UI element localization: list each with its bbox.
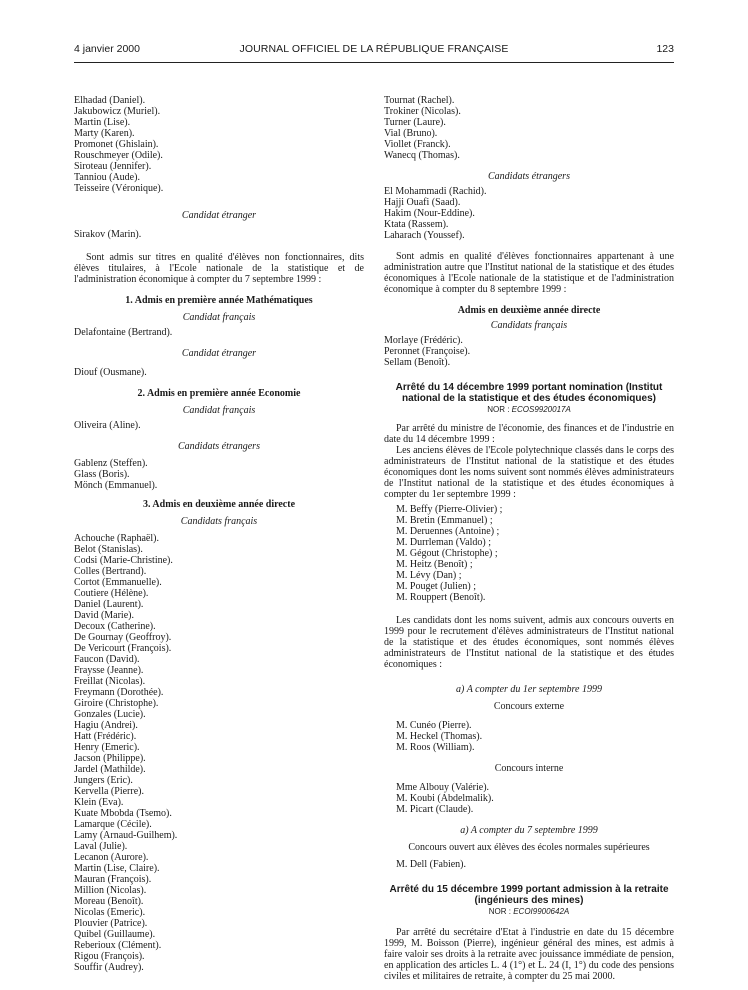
name-entry: Glass (Boris). [74,469,130,480]
name-entry: Lamy (Arnaud-Guilhem). [74,830,178,841]
name-entry: Hakim (Nour-Eddine). [384,208,475,219]
name-entry: Mönch (Emmanuel). [74,480,158,491]
name-entry: M. Picart (Claude). [396,804,474,815]
section-heading: 3. Admis en deuxième année directe [142,499,296,510]
name-list [74,229,364,240]
header-title: JOURNAL OFFICIEL DE LA RÉPUBLIQUE FRANÇAISE [239,43,509,55]
right-column [384,95,674,982]
left-column [74,95,364,973]
name-entry: Reberioux (Clément). [74,940,162,951]
name-entry: Mauran (François). [74,874,152,885]
date-heading: a) A compter du 1er septembre 1999 [456,684,602,695]
name-entry: Laval (Julie). [74,841,128,852]
name-entry: Giroire (Christophe). [74,698,159,709]
name-entry: Cortot (Emmanuelle). [74,577,162,588]
name-entry: M. Heckel (Thomas). [396,731,483,742]
subheading: Concours ouvert aux élèves des écoles normales supérieures [408,842,650,853]
name-entry: Wanecq (Thomas). [384,150,460,161]
subheading: Candidats français [180,516,258,527]
name-entry: M. Durrleman (Valdo) ; [396,537,491,548]
arrete-title: Arrêté du 15 décembre 1999 portant admission à la retraite (ingénieurs des mines) [389,884,669,906]
arrete-title: Arrêté du 14 décembre 1999 portant nomination (Institut national de la statistique et des études économiques) [395,382,663,404]
nor-reference: NOR : ECOS9920017A [487,405,571,414]
name-entry: Belot (Stanislas). [74,544,143,555]
name-list [74,533,364,973]
header-date: 4 janvier 2000 [74,43,140,55]
name-list [384,720,674,753]
name-entry: Martin (Lise). [74,117,131,128]
name-entry: Vial (Bruno). [384,128,438,139]
name-entry: M. Gégout (Christophe) ; [396,548,498,559]
subheading: Candidats français [490,320,568,331]
name-list [74,95,364,194]
subheading: Candidats étrangers [178,441,260,452]
name-entry: M. Rouppert (Benoît). [396,592,486,603]
name-entry: Teisseire (Véronique). [74,183,164,194]
name-entry: Freillat (Nicolas). [74,676,146,687]
subheading: Candidat étranger [181,210,257,221]
name-entry: Sellam (Benoît). [384,357,451,368]
name-entry: Martin (Lise, Claire). [74,863,160,874]
name-entry: Elhadad (Daniel). [74,95,146,106]
name-entry: Rouschmeyer (Odile). [74,150,163,161]
name-entry: Tournat (Rachel). [384,95,455,106]
name-entry: Daniel (Laurent). [74,599,144,610]
name-entry: El Mohammadi (Rachid). [384,186,487,197]
page-header [74,43,674,57]
name-entry: Turner (Laure). [384,117,446,128]
section-heading: Admis en deuxième année directe [457,305,601,316]
name-list [384,782,674,815]
name-list [74,420,364,431]
name-entry: M. Beffy (Pierre-Olivier) ; [396,504,503,515]
subheading: Candidats étrangers [488,171,570,182]
name-entry: De Vericourt (François). [74,643,172,654]
name-entry: De Gournay (Geoffroy). [74,632,172,643]
name-entry: Freymann (Dorothée). [74,687,164,698]
name-entry: Jungers (Eric). [74,775,133,786]
name-entry: M. Cunéo (Pierre). [396,720,472,731]
name-entry: Jacson (Philippe). [74,753,146,764]
name-entry: M. Pouget (Julien) ; [396,581,476,592]
date-heading: a) A compter du 7 septembre 1999 [460,825,598,836]
name-entry: Jakubowicz (Muriel). [74,106,161,117]
name-entry: Quibel (Guillaume). [74,929,156,940]
name-entry: Peronnet (Françoise). [384,346,471,357]
name-entry: Oliveira (Aline). [74,420,141,431]
paragraph: Par arrêté du ministre de l'économie, des finances et de l'industrie en date du 14 décembre 1999 : [384,423,674,445]
name-entry: M. Roos (William). [396,742,475,753]
subheading: Candidat français [182,312,256,323]
name-entry: Sirakov (Marin). [74,229,142,240]
name-entry: Klein (Eva). [74,797,124,808]
name-entry: Kervella (Pierre). [74,786,144,797]
name-entry: Achouche (Raphaël). [74,533,159,544]
name-entry: Hajji Ouafi (Saad). [384,197,461,208]
name-entry: Jardel (Mathilde). [74,764,146,775]
name-entry: Tanniou (Aude). [74,172,140,183]
name-list [74,458,364,491]
name-entry: Codsi (Marie-Christine). [74,555,173,566]
name-entry: Viollet (Franck). [384,139,451,150]
paragraph: Sont admis sur titres en qualité d'élèves non fonctionnaires, dits élèves titulaires, à l'Ecole nationale de la statistique et de l'administration économique à compter du 7 septembre 1999 : [74,252,364,285]
name-entry: Coutiere (Hélène). [74,588,149,599]
name-entry: M. Deruennes (Antoine) ; [396,526,500,537]
name-list [74,327,364,338]
paragraph: Sont admis en qualité d'élèves fonctionnaires appartenant à une administration autre que l'Institut national de la statistique et des études économiques à l'Ecole nationale de la statistique et de l'administration économique à compter du 8 septembre 1999 : [384,251,674,295]
name-entry: Gablenz (Steffen). [74,458,148,469]
name-entry: Nicolas (Emeric). [74,907,146,918]
name-entry: Promonet (Ghislain). [74,139,159,150]
header-rule [74,62,674,63]
subheading: Candidat français [182,405,256,416]
name-entry: Gonzales (Lucie). [74,709,146,720]
name-entry: Delafontaine (Bertrand). [74,327,173,338]
name-list [384,859,674,870]
name-entry: Lamarque (Cécile). [74,819,152,830]
subheading: Candidat étranger [181,348,257,359]
name-list [74,367,364,378]
name-entry: M. Lévy (Dan) ; [396,570,462,581]
name-entry: Marty (Karen). [74,128,135,139]
name-entry: M. Dell (Fabien). [396,859,466,870]
name-list [384,504,674,603]
name-entry: Siroteau (Jennifer). [74,161,152,172]
name-entry: Plouvier (Patrice). [74,918,148,929]
subheading: Concours externe [493,701,565,712]
name-entry: Laharach (Youssef). [384,230,465,241]
name-entry: Trokiner (Nicolas). [384,106,461,117]
subheading: Concours interne [494,763,564,774]
name-entry: M. Bretin (Emmanuel) ; [396,515,493,526]
name-entry: Lecanon (Aurore). [74,852,149,863]
paragraph: Par arrêté du secrétaire d'Etat à l'industrie en date du 15 décembre 1999, M. Boisson (Pierre), ingénieur général des mines, est admis à faire valoir ses droits à la retraite avec jouissance immédiate de pension, en application des articles L. 4 (1°) et L. 24 (I, 1°) du code des pensions civiles et militaires de retraite, à compter du 25 mai 2000. [384,927,674,982]
name-entry: Moreau (Benoît). [74,896,144,907]
name-entry: Henry (Emeric). [74,742,140,753]
paragraph: Les anciens élèves de l'Ecole polytechnique classés dans le corps des administrateurs de l'Institut national de la statistique et des études économiques dont les noms suivent sont nommés élèves administrateurs de l'Institut national de la statistique et des études économiques à compter du 1er septembre 1999 : [384,445,674,500]
name-entry: Colles (Bertrand). [74,566,147,577]
name-entry: Million (Nicolas). [74,885,147,896]
name-entry: Ktata (Rassem). [384,219,449,230]
name-entry: Mme Albouy (Valérie). [396,782,490,793]
nor-reference: NOR : ECOI9900642A [488,907,570,916]
name-entry: Fraysse (Jeanne). [74,665,144,676]
name-list [384,186,674,241]
name-entry: M. Koubi (Abdelmalik). [396,793,494,804]
name-list [384,95,674,161]
section-heading: 2. Admis en première année Economie [137,388,301,399]
name-entry: Hagiu (Andrei). [74,720,138,731]
name-entry: Kuate Mbobda (Tsemo). [74,808,172,819]
page-number: 123 [656,43,674,55]
section-heading: 1. Admis en première année Mathématiques [125,295,313,306]
name-entry: Rigou (François). [74,951,145,962]
name-list [384,335,674,368]
paragraph: Les candidats dont les noms suivent, admis aux concours ouverts en 1999 pour le recrutement d'élèves administrateurs de l'Institut national de la statistique et des études économiques, sont nommés élèves administrateurs de l'Institut national de la statistique et des études économiques : [384,615,674,670]
name-entry: Decoux (Catherine). [74,621,156,632]
name-entry: Souffir (Audrey). [74,962,144,973]
name-entry: Morlaye (Frédéric). [384,335,463,346]
name-entry: Hatt (Frédéric). [74,731,137,742]
name-entry: Faucon (David). [74,654,140,665]
name-entry: David (Marie). [74,610,134,621]
name-entry: Diouf (Ousmane). [74,367,147,378]
name-entry: M. Heitz (Benoît) ; [396,559,473,570]
